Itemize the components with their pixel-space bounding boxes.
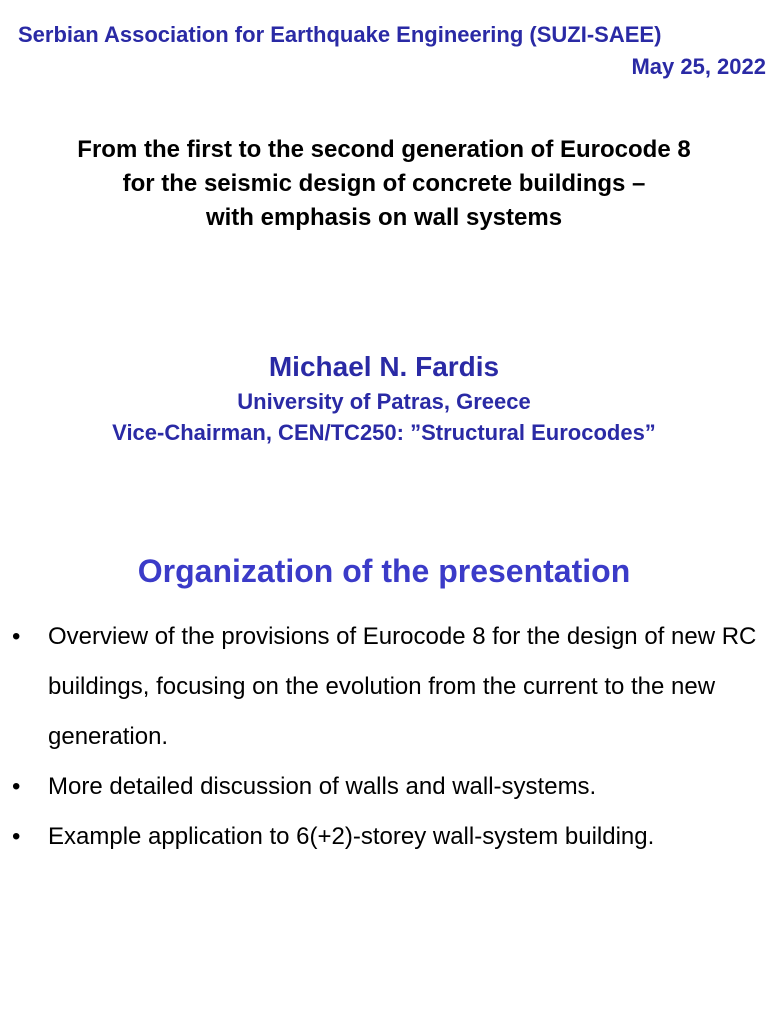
author-role: Vice-Chairman, CEN/TC250: ”Structural Eurocodes” bbox=[112, 420, 656, 445]
title-line-2: for the seismic design of concrete buildings – bbox=[122, 170, 646, 197]
list-item bbox=[0, 812, 768, 862]
list-item bbox=[0, 612, 768, 762]
bullet-text: Overview of the provisions of Eurocode 8 for the design of new RC buildings, focusing on the evolution from the current to the new generation. bbox=[48, 623, 757, 750]
title-line-3: with emphasis on wall systems bbox=[205, 204, 563, 231]
bullet-icon: • bbox=[12, 623, 21, 650]
bullet-icon: • bbox=[12, 823, 21, 850]
bullet-text: Example application to 6(+2)-storey wall-system building. bbox=[48, 823, 655, 850]
organization-header: Serbian Association for Earthquake Engineering (SUZI-SAEE) bbox=[18, 22, 662, 47]
presentation-date: May 25, 2022 bbox=[631, 54, 766, 79]
bullet-text: More detailed discussion of walls and wall-systems. bbox=[48, 773, 597, 800]
author-affiliation: University of Patras, Greece bbox=[237, 389, 531, 414]
title-line-1: From the first to the second generation of Eurocode 8 bbox=[77, 136, 691, 163]
section-heading: Organization of the presentation bbox=[137, 553, 631, 589]
list-item bbox=[0, 762, 768, 812]
bullet-list bbox=[0, 612, 768, 862]
bullet-icon: • bbox=[12, 773, 21, 800]
presentation-title bbox=[0, 133, 768, 235]
author-name: Michael N. Fardis bbox=[268, 351, 500, 382]
